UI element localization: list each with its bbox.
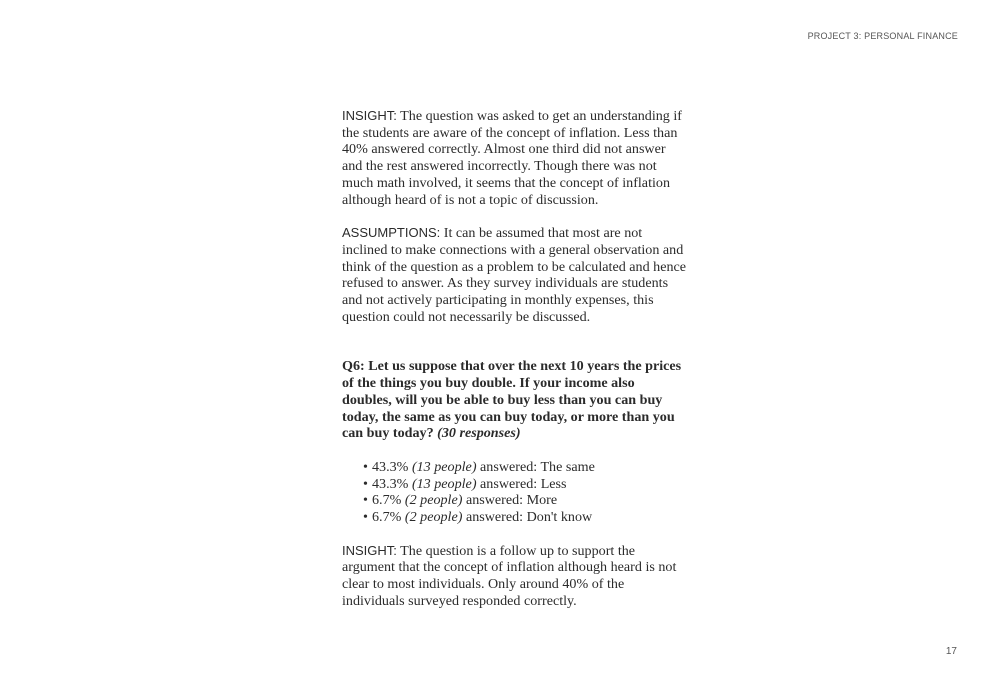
insight-paragraph-1 xyxy=(342,108,687,208)
answer-people: (13 people) xyxy=(411,475,477,492)
answer-people: (2 people) xyxy=(404,509,463,526)
answer-item xyxy=(363,459,687,476)
assumptions-label: ASSUMPTIONS: xyxy=(342,225,441,241)
question-responses: (30 responses) xyxy=(437,425,521,442)
answer-item xyxy=(363,492,687,509)
page-header: PROJECT 3: PERSONAL FINANCE xyxy=(807,31,958,41)
insight-label: INSIGHT: xyxy=(342,108,397,123)
answer-item xyxy=(363,476,687,493)
answer-percent: 6.7% xyxy=(372,509,402,526)
answer-text: answered: Less xyxy=(476,475,567,492)
insight-text: The question is a follow up to support the argument that the concept of inflation although heard is not clear to most individuals. Only around 40% of the individuals surveyed responded correctly. xyxy=(342,542,677,609)
answer-percent: 6.7% xyxy=(372,492,402,509)
document-body xyxy=(342,108,687,610)
answer-item xyxy=(363,509,687,526)
answer-text: answered: The same xyxy=(476,458,595,475)
page-number: 17 xyxy=(945,646,957,657)
answer-people: (2 people) xyxy=(404,492,463,509)
question-text: Q6: Let us suppose that over the next 10 years the prices of the things you buy double. If your income also doubles, will you be able to buy less than you can buy today, the same as you can buy today, or more than you can buy today? xyxy=(342,358,682,442)
insight-label: INSIGHT: xyxy=(342,542,397,558)
insight-paragraph-2 xyxy=(342,543,687,610)
answer-text: answered: Don't know xyxy=(462,509,593,526)
question-paragraph xyxy=(342,358,687,442)
answer-list xyxy=(342,459,687,526)
answer-text: answered: More xyxy=(462,492,558,509)
answer-people: (13 people) xyxy=(411,458,477,475)
assumptions-text: It can be assumed that most are not inclined to make connections with a general observation and think of the question as a problem to be calculated and hence refused to answer. As they survey individuals are students and not actively participating in monthly expenses, this question could not necessarily be discussed. xyxy=(342,225,687,325)
insight-text: The question was asked to get an understanding if the students are aware of the concept of inflation. Less than 40% answered correctly. Almost one third did not answer and the rest answered incorrectly. Though there was not much math involved, it seems that the concept of inflation although heard of is not a topic of discussion. xyxy=(342,108,682,208)
answer-percent: 43.3% xyxy=(372,475,409,492)
assumptions-paragraph xyxy=(342,225,687,325)
answer-percent: 43.3% xyxy=(372,458,409,475)
